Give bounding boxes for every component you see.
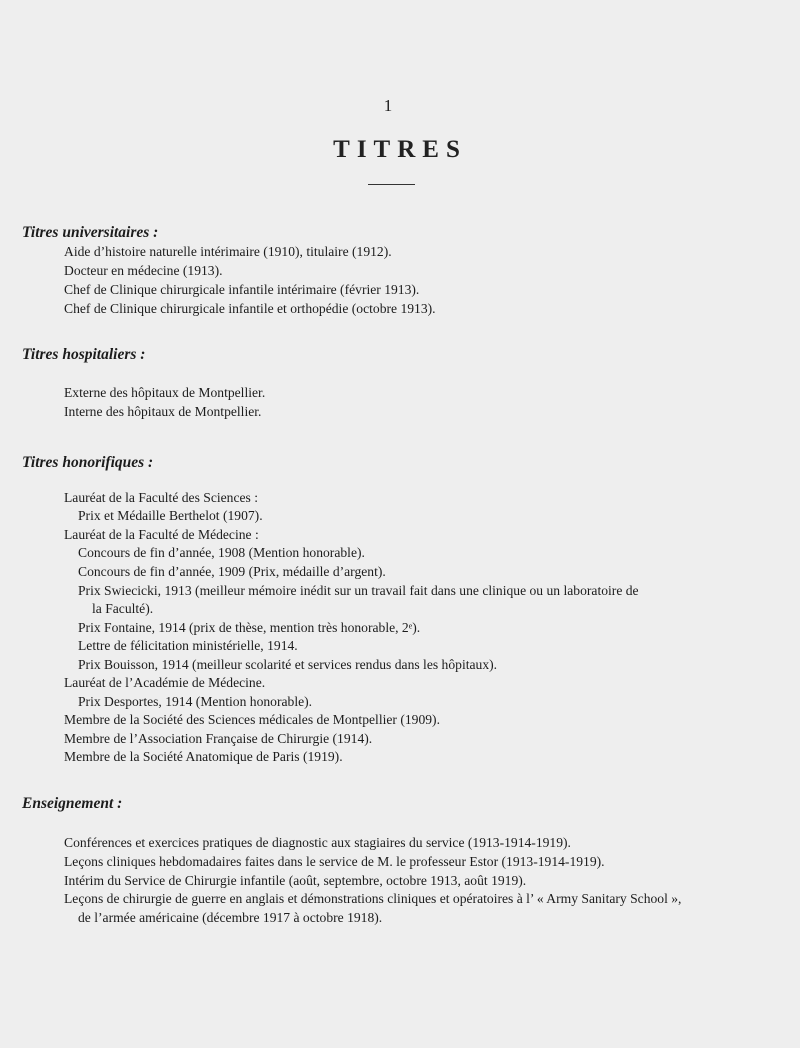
honorifiques-line: Membre de la Société Anatomique de Paris (1919). (64, 749, 343, 764)
honorifiques-line: Concours de fin d’année, 1908 (Mention honorable). (78, 545, 365, 560)
universitaires-line: Docteur en médecine (1913). (64, 263, 223, 278)
enseignement-line: Leçons cliniques hebdomadaires faites dans le service de M. le professeur Estor (1913-1914-1919). (64, 854, 605, 869)
enseignement-line: Leçons de chirurgie de guerre en anglais et démonstrations cliniques et opératoires à l’ « Army Sanitary School », (64, 891, 682, 906)
heading-enseignement: Enseignement : (22, 795, 123, 812)
honorifiques-line: Prix Bouisson, 1914 (meilleur scolarité et services rendus dans les hôpitaux). (78, 657, 498, 672)
honorifiques-line: Lauréat de la Faculté des Sciences : (64, 490, 259, 505)
honorifiques-line: Lauréat de l’Académie de Médecine. (64, 675, 266, 690)
universitaires-line: Chef de Clinique chirurgicale infantile intérimaire (février 1913). (64, 282, 420, 297)
honorifiques-line: la Faculté). (92, 601, 154, 616)
honorifiques-line: Lauréat de la Faculté de Médecine : (64, 527, 259, 542)
universitaires-line: Chef de Clinique chirurgicale infantile et orthopédie (octobre 1913). (64, 301, 436, 316)
honorifiques-line: Membre de l’Association Française de Chirurgie (1914). (64, 731, 373, 746)
enseignement-line: Intérim du Service de Chirurgie infantile (août, septembre, octobre 1913, août 1919). (64, 873, 527, 888)
honorifiques-line: Concours de fin d’année, 1909 (Prix, médaille d’argent). (78, 564, 386, 579)
hospitaliers-line: Externe des hôpitaux de Montpellier. (64, 385, 266, 400)
hospitaliers-line: Interne des hôpitaux de Montpellier. (64, 404, 262, 419)
heading-hospitaliers: Titres hospitaliers : (22, 346, 146, 363)
heading-honorifiques: Titres honorifiques : (22, 454, 154, 471)
page-title: TITRES (333, 136, 467, 163)
page-number: 1 (383, 96, 393, 115)
honorifiques-line: Membre de la Société des Sciences médicales de Montpellier (1909). (64, 712, 440, 727)
heading-universitaires: Titres universitaires : (22, 224, 159, 241)
title-rule (368, 184, 415, 185)
enseignement-line: Conférences et exercices pratiques de diagnostic aux stagiaires du service (1913-1914-1919). (64, 835, 571, 850)
universitaires-line: Aide d’histoire naturelle intérimaire (1910), titulaire (1912). (64, 244, 392, 259)
honorifiques-line: Lettre de félicitation ministérielle, 1914. (78, 638, 298, 653)
honorifiques-line: Prix et Médaille Berthelot (1907). (78, 508, 263, 523)
honorifiques-line: Prix Desportes, 1914 (Mention honorable). (78, 694, 313, 709)
enseignement-line: de l’armée américaine (décembre 1917 à octobre 1918). (78, 910, 383, 925)
honorifiques-line: Prix Fontaine, 1914 (prix de thèse, mention très honorable, 2ᵉ). (78, 620, 421, 635)
honorifiques-line: Prix Swiecicki, 1913 (meilleur mémoire inédit sur un travail fait dans une clinique ou un laboratoire de (78, 583, 639, 598)
